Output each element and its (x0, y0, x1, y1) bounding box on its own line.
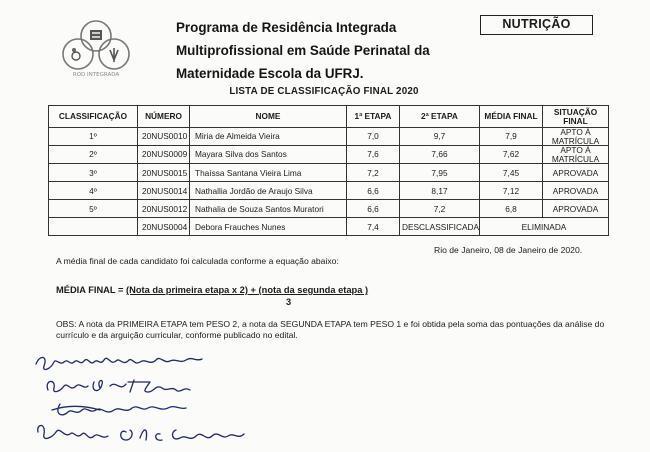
cell-classificacao: 1º (49, 128, 138, 146)
signatures (30, 352, 270, 452)
cell-nome: Nathallia Jordão de Araujo Silva (190, 182, 347, 200)
cell-etapa2: 9,7 (400, 128, 480, 146)
cell-nome: Nathalia de Souza Santos Muratori (190, 200, 347, 218)
cell-etapa2: DESCLASSIFICADA (400, 218, 480, 236)
table-row (49, 200, 609, 218)
cell-etapa2: 7,66 (400, 146, 480, 164)
title-line-3: Maternidade Escola da UFRJ. (176, 66, 364, 81)
cell-etapa1: 7,4 (347, 218, 400, 236)
cell-numero: 20NUS0009 (138, 146, 190, 164)
cell-nome: Thaíssa Santana Vieira Lima (190, 164, 347, 182)
table-row (49, 128, 609, 146)
cell-classificacao (49, 218, 138, 236)
title-line-1: Programa de Residência Integrada (176, 20, 397, 35)
cell-classificacao: 3º (49, 164, 138, 182)
date-line: Rio de Janeiro, 08 de Janeiro de 2020. (434, 245, 583, 255)
cell-numero: 20NUS0012 (138, 200, 190, 218)
cell-classificacao: 5º (49, 200, 138, 218)
cell-situacao: APROVADA (543, 182, 609, 200)
cell-situacao: APTO À MATRÍCULA (543, 128, 609, 146)
cell-etapa1: 7,0 (347, 128, 400, 146)
cell-etapa1: 7,6 (347, 146, 400, 164)
list-title: LISTA DE CLASSIFICAÇÃO FINAL 2020 (229, 86, 419, 97)
table-row (49, 218, 609, 236)
cell-numero: 20NUS0015 (138, 164, 190, 182)
signature-4 (38, 426, 244, 441)
header-etapa1: 1ª ETAPA (347, 106, 400, 128)
cell-media: 7,62 (480, 146, 543, 164)
table-row (49, 164, 609, 182)
area-badge: NUTRIÇÃO (480, 15, 593, 35)
header-classificacao: CLASSIFICAÇÃO (49, 106, 138, 128)
signature-3 (52, 404, 186, 415)
cell-etapa2: 7,2 (400, 200, 480, 218)
cell-etapa1: 6,6 (347, 200, 400, 218)
results-table (48, 105, 609, 236)
cell-etapa2: 7,95 (400, 164, 480, 182)
header-media: MÉDIA FINAL (480, 106, 543, 128)
cell-media: 7,12 (480, 182, 543, 200)
cell-numero: 20NUS0004 (138, 218, 190, 236)
cell-situacao: APTO À MATRÍCULA (543, 146, 609, 164)
header-numero: NÚMERO (138, 106, 190, 128)
cell-classificacao: 2º (49, 146, 138, 164)
cell-media: 7,45 (480, 164, 543, 182)
signature-1 (36, 357, 202, 369)
formula-numerator: (Nota da primeira etapa x 2) + (nota da segunda etapa ) (126, 285, 369, 295)
table-row (49, 182, 609, 200)
cell-nome: Debora Frauches Nunes (190, 218, 347, 236)
cell-situacao: APROVADA (543, 164, 609, 182)
program-title (176, 16, 430, 85)
intro-text: A média final de cada candidato foi calculada conforme a equação abaixo: (56, 256, 339, 266)
institution-logo (52, 12, 140, 82)
header-nome: NOME (190, 106, 347, 128)
cell-etapa1: 6,6 (347, 182, 400, 200)
header-etapa2: 2ª ETAPA (400, 106, 480, 128)
table-header-row (49, 106, 609, 128)
observation-text: OBS: A nota da PRIMEIRA ETAPA tem PESO 2, a nota da SEGUNDA ETAPA tem PESO 1 e foi obtida pela soma das pontuações da análise do currículo e da arguição curricular, conforme publicado no edital. (56, 319, 605, 340)
svg-text:ROD INTEGRADA: ROD INTEGRADA (72, 72, 120, 78)
cell-etapa1: 7,2 (347, 164, 400, 182)
cell-numero: 20NUS0010 (138, 128, 190, 146)
cell-media: 7,9 (480, 128, 543, 146)
signature-2 (47, 380, 190, 392)
cell-nome: Miria de Almeida Vieira (190, 128, 347, 146)
table-row (49, 146, 609, 164)
formula (56, 285, 368, 295)
cell-etapa2: 8,17 (400, 182, 480, 200)
title-line-2: Multiprofissional em Saúde Perinatal da (176, 43, 430, 58)
cell-situacao: APROVADA (543, 200, 609, 218)
cell-situacao: ELIMINADA (480, 218, 609, 236)
cell-classificacao: 4º (49, 182, 138, 200)
formula-denominator: 3 (286, 297, 292, 307)
cell-numero: 20NUS0014 (138, 182, 190, 200)
cell-media: 6,8 (480, 200, 543, 218)
cell-nome: Mayara Silva dos Santos (190, 146, 347, 164)
formula-label: MÉDIA FINAL = (56, 285, 124, 295)
header-situacao: SITUAÇÃO FINAL (543, 106, 609, 128)
